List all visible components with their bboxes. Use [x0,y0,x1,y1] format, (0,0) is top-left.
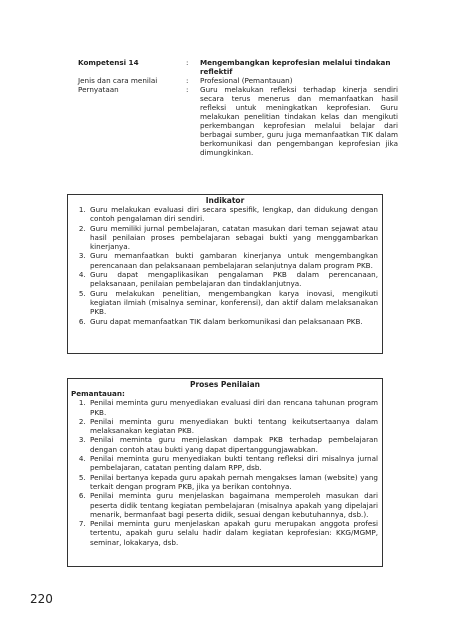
indikator-box [67,194,383,354]
colon: : [186,58,189,67]
jenis-label: Jenis dan cara menilai [78,76,158,85]
competency-header [78,58,398,157]
kompetensi-row [78,58,398,76]
pernyataan-label: Pernyataan [78,85,119,94]
indikator-list [68,205,382,326]
pemantauan-label: Pemantauan: [71,389,125,398]
proses-item: 3. Penilai meminta guru menjelaskan dampak PKB terhadap pembelajaran dengan contoh atau bukti yang dapat dipertanggungjawabkan. [88,435,378,454]
indikator-title: Indikator [205,196,245,205]
proses-item: 1. Penilai meminta guru menyediakan evaluasi diri dan rencana tahunan program PKB. [88,398,378,417]
pernyataan-value: Guru melakukan refleksi terhadap kinerja sendiri secara terus menerus dan memanfaatkan hasil refleksi untuk meningkatkan keprofesian. Guru melakukan penelitian tindakan kelas dan mengikuti perkembangan keprofesian melalui belajar dari berbagai sumber, guru juga memanfaatkan TIK dalam berkomunikasi dan pengembangan keprofesian jika dimungkinkan. [200,85,398,157]
proses-item: 7. Penilai meminta guru menjelaskan apakah guru merupakan anggota profesi tertentu, apakah guru selalu hadir dalam kegiatan keprofesian: KKG/MGMP, seminar, lokakarya, dsb. [88,519,378,547]
proses-item: 2. Penilai meminta guru menyediakan bukti tentang keikutsertaanya dalam melaksanakan kegiatan PKB. [88,417,378,436]
kompetensi-value: Mengembangkan keprofesian melalui tindakan reflektif [200,58,391,76]
indikator-item: 3. Guru memanfaatkan bukti gambaran kinerjanya untuk mengembangkan perencanaan dan pelaksanaan pembelajaran selanjutnya dalam program PKB. [88,251,378,270]
indikator-item: 5. Guru melakukan penelitian, mengembangkan karya inovasi, mengikuti kegiatan ilmiah (misalnya seminar, konferensi), dan aktif dalam melaksanakan PKB. [88,289,378,317]
proses-title: Proses Penilaian [189,380,261,389]
indikator-item: 2. Guru memiliki jurnal pembelajaran, catatan masukan dari teman sejawat atau hasil penilaian proses pembelajaran sebagai bukti yang menggambarkan kinerjanya. [88,224,378,252]
proses-list [68,398,382,547]
pernyataan-row [78,85,398,157]
proses-item: 5. Penilai bertanya kepada guru apakah pernah mengakses laman (website) yang terkait dengan program PKB, jika ya berikan contohnya. [88,473,378,492]
colon: : [186,85,189,94]
jenis-value: Profesional (Pemantauan) [200,76,293,85]
colon: : [186,76,189,85]
proses-item: 4. Penilai meminta guru menyediakan bukti tentang refleksi diri misalnya jurnal pembelajaran, catatan penting dalam RPP, dsb. [88,454,378,473]
indikator-item: 4. Guru dapat mengaplikasikan pengalaman PKB dalam perencanaan, pelaksanaan, penilaian pembelajaran dan tindaklanjutnya. [88,270,378,289]
indikator-item: 6. Guru dapat memanfaatkan TIK dalam berkomunikasi dan pelaksanaan PKB. [88,317,378,326]
kompetensi-label: Kompetensi 14 [78,58,139,67]
indikator-item: 1. Guru melakukan evaluasi diri secara spesifik, lengkap, dan didukung dengan contoh pengalaman diri sendiri. [88,205,378,224]
page-number: 220 [30,592,53,606]
proses-item: 6. Penilai meminta guru menjelaskan bagaimana memperoleh masukan dari peserta didik tentang kegiatan pembelajaran (misalnya apakah yang dipelajari menarik, bermanfaat bagi peserta didik, sesuai dengan kebutuhannya, dsb.). [88,491,378,519]
jenis-row [78,76,398,85]
proses-penilaian-box [67,378,383,567]
